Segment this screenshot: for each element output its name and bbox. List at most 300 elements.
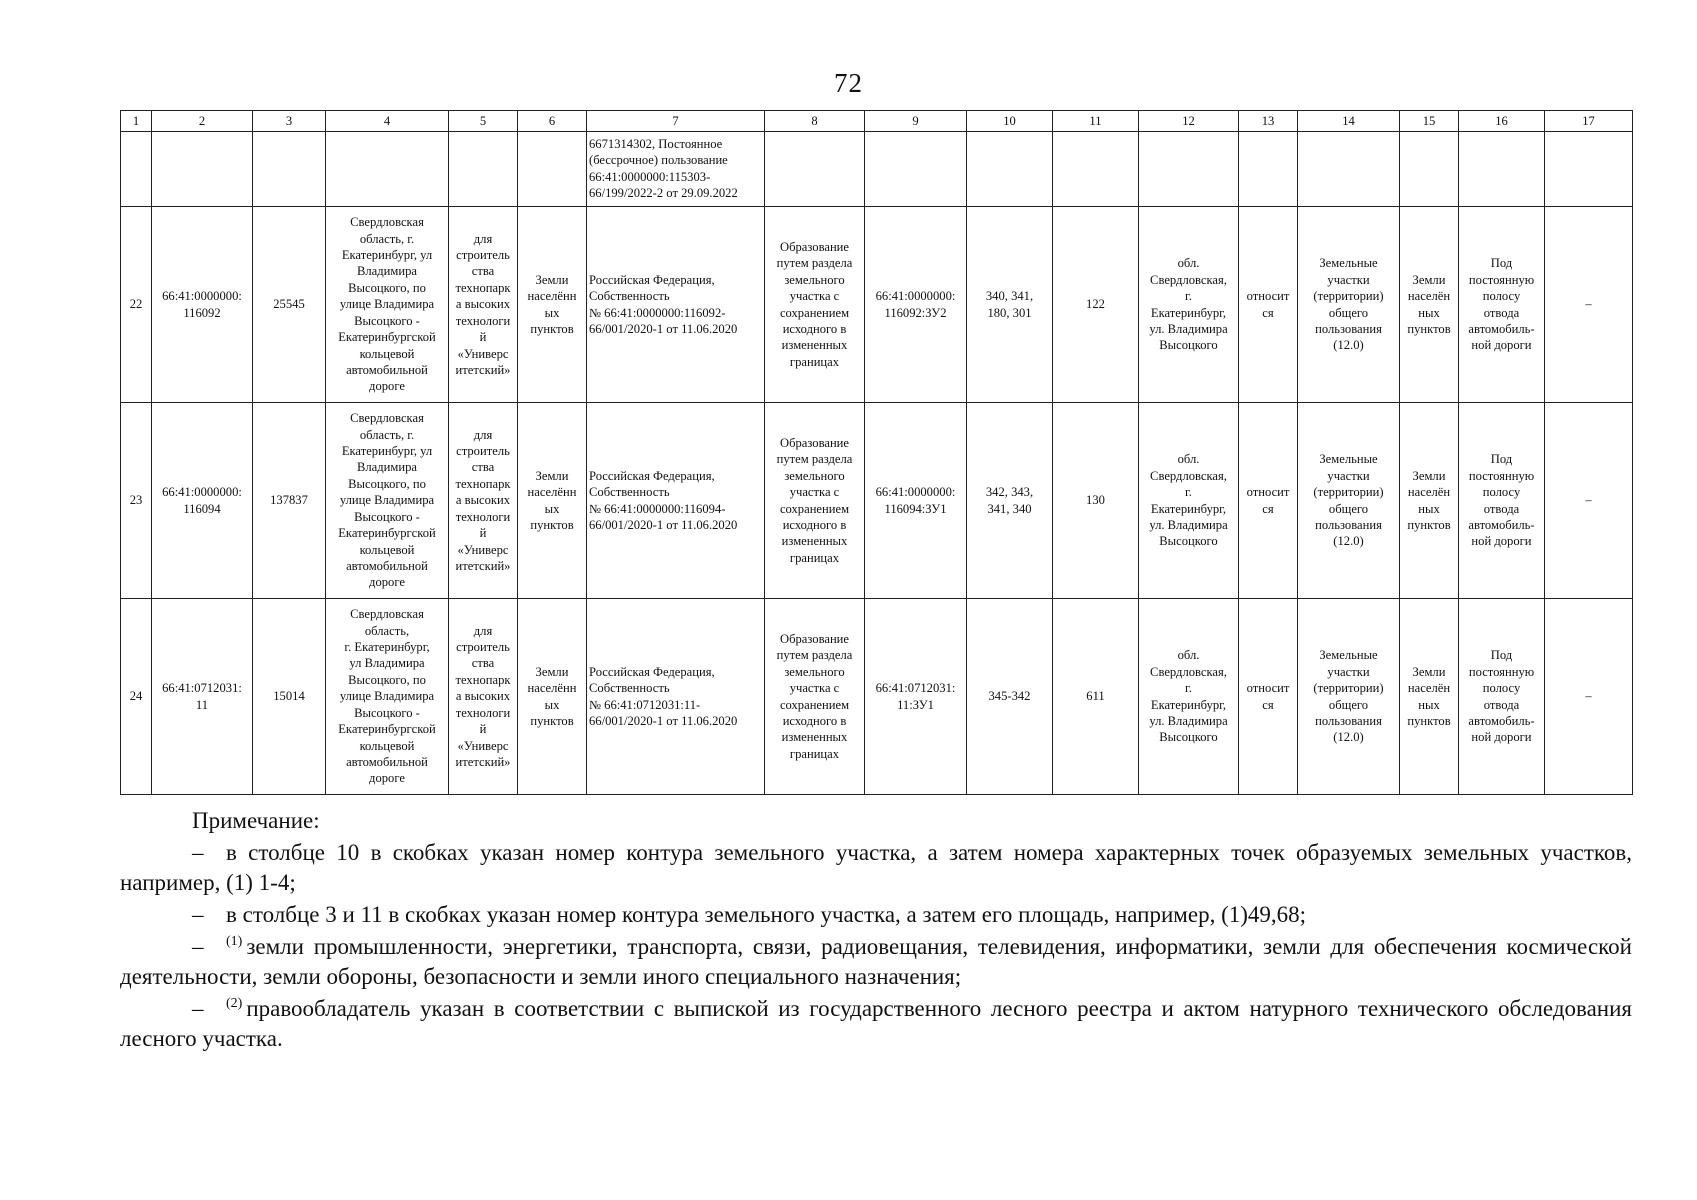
cell-line: Собственность [589,289,670,304]
cell-line: Образование [779,631,850,646]
table-cell [865,207,967,403]
table-cell: – [1545,403,1633,599]
table-cell [1239,599,1298,795]
cell-line: автомобиль- [1468,321,1535,336]
table-cell [967,599,1053,795]
table-cell [518,599,587,795]
cell-line: итетский» [455,558,511,573]
cell-line: кольцевой [359,346,415,361]
cell-line: ул Владимира [349,656,425,671]
table-cell [1239,403,1298,599]
cell-line: Земельные [1319,256,1378,271]
cell-line: 116092:ЗУ2 [884,305,947,320]
cell-line: сохранением [779,697,850,712]
cell-line: Екатеринбург, [1150,501,1227,516]
table-row [121,207,1633,403]
table-cell [865,132,967,207]
table-cell [449,207,518,403]
cell-line: 340, 341, [985,289,1034,304]
table-cell [152,132,253,207]
cell-line: й [479,722,487,737]
cell-line: ул. Владимира [1149,713,1228,728]
table-cell [1298,207,1400,403]
cell-line: а высоких [455,493,511,508]
table-cell: 22 [121,207,152,403]
cell-line: «Универс [457,542,509,557]
cell-line: ства [471,264,495,279]
cell-line: 66:41:0000000: [162,485,242,500]
cell-line: населён [1407,485,1451,500]
cell-line: Свердловская [350,411,424,426]
note-text: в столбце 3 и 11 в скобках указан номер контура земельного участка, а затем его площадь, например, (1)49,68; [226,902,1307,927]
cell-line: Образование [779,435,850,450]
table-cell: 137837 [253,403,326,599]
column-number-header: 13 [1239,111,1298,132]
table-cell [865,599,967,795]
cell-line: Собственность [589,681,670,696]
cell-line: участка с [789,485,840,500]
table-cell [967,403,1053,599]
cell-line: полосу [1482,289,1521,304]
cell-line: населённ [527,289,577,304]
cell-line: автомобильной [346,558,428,573]
note-dash: – [192,934,204,959]
cell-line: 66/001/2020-1 от 11.06.2020 [589,321,738,336]
table-cell: 122 [1053,207,1139,403]
table-cell [449,132,518,207]
note-footnote-mark: (2) [226,996,243,1011]
column-number-header: 4 [326,111,449,132]
cell-line: пунктов [530,321,574,336]
table-cell [1239,132,1298,207]
column-number-header: 3 [253,111,326,132]
cell-line: автомобиль- [1468,713,1535,728]
cell-line: участка с [789,681,840,696]
column-number-header: 14 [1298,111,1400,132]
column-number-header: 12 [1139,111,1239,132]
cell-line: ной дороги [1471,534,1532,549]
table-cell [253,132,326,207]
cell-line: границах [789,354,840,369]
cell-line: 341, 340 [987,501,1032,516]
cell-line: Земли [1412,468,1446,483]
cell-line: населён [1407,289,1451,304]
cell-line: обл. [1177,452,1200,467]
table-cell [765,403,865,599]
cell-line: Владимира [356,460,418,475]
cell-line: ых [544,305,560,320]
table-cell [1139,207,1239,403]
table-cell [587,207,765,403]
cell-line: улице Владимира [339,689,435,704]
cell-line: Земли [1412,664,1446,679]
cell-line: пунктов [530,713,574,728]
table-cell [1459,599,1545,795]
cell-line: земельного [784,272,845,287]
cell-line: дороге [369,771,405,786]
cell-line: № 66:41:0000000:116094- [589,501,726,516]
cell-line: г. [1185,485,1192,500]
cell-line: технологи [455,705,511,720]
table-cell [1298,132,1400,207]
cell-line: кольцевой [359,542,415,557]
cell-line: Образование [779,239,850,254]
table-header-row [121,111,1633,132]
cell-line: ул. Владимира [1149,517,1228,532]
cell-line: кольцевой [359,738,415,753]
cell-line: 66/199/2022-2 от 29.09.2022 [589,186,738,201]
cell-line: исходного в [782,713,847,728]
cell-line: населённ [527,485,577,500]
cell-line: отвода [1483,305,1520,320]
cell-line: № 66:41:0712031:11- [589,697,701,712]
cell-line: № 66:41:0000000:116092- [589,305,726,320]
cell-line: пользования [1315,713,1382,728]
cell-line: 66:41:0000000: [162,289,242,304]
cell-line: автомобильной [346,754,428,769]
note-text: земли промышленности, энергетики, транспорта, связи, радиовещания, телевидения, информатики, земли для обеспечения космической деятельности, земли обороны, безопасности и земли иного специального назначения; [120,934,1632,989]
cell-line: отвода [1483,501,1520,516]
cell-line: улице Владимира [339,297,435,312]
cell-line: ых [544,697,560,712]
cell-line: Под [1490,452,1513,467]
cell-line: Екатеринбургской [338,722,436,737]
cell-line: исходного в [782,321,847,336]
cell-line: ной дороги [1471,338,1532,353]
table-cell [1298,403,1400,599]
cell-line: измененных [781,338,848,353]
cell-line: Свердловская [350,607,424,622]
cell-line: ся [1262,697,1274,712]
cell-line: относит [1246,289,1290,304]
table-cell: 23 [121,403,152,599]
cell-line: полосу [1482,485,1521,500]
cell-line: Под [1490,256,1513,271]
cell-line: Екатеринбург, [1150,305,1227,320]
table-cell: 611 [1053,599,1139,795]
cell-line: 66/001/2020-1 от 11.06.2020 [589,517,738,532]
cell-line: улице Владимира [339,493,435,508]
cell-line: пунктов [1407,321,1451,336]
table-cell [518,403,587,599]
cell-line: 66:41:0000000:115303- [589,169,711,184]
table-cell: 130 [1053,403,1139,599]
cell-line: г. Екатеринбург, [344,640,430,655]
table-cell [865,403,967,599]
cell-line: 11:ЗУ1 [897,697,934,712]
cell-line: Земли [535,664,569,679]
cell-line: 11 [195,697,209,712]
cell-line: технопарк [455,280,511,295]
column-number-header: 10 [967,111,1053,132]
cell-line: относит [1246,681,1290,696]
cell-line: Высоцкого, по [348,280,426,295]
column-number-header: 9 [865,111,967,132]
table-cell [1239,207,1298,403]
cell-line: «Универс [457,738,509,753]
cell-line: измененных [781,730,848,745]
cell-line: строитель [456,248,510,263]
table-cell: 24 [121,599,152,795]
cell-line: 6671314302, Постоянное [589,137,723,151]
table-cell [1139,403,1239,599]
cell-line: 66:41:0712031: [162,681,242,696]
cell-line: автомобильной [346,362,428,377]
cell-line: Земли [535,468,569,483]
table-cell [449,403,518,599]
cell-line: пользования [1315,321,1382,336]
cell-line: Российская Федерация, [589,468,715,483]
cell-line: ства [471,656,495,671]
table-cell [765,207,865,403]
cell-line: полосу [1482,681,1521,696]
note-dash: – [192,902,204,927]
cell-line: Екатеринбург, [1150,697,1227,712]
column-number-header: 6 [518,111,587,132]
table-cell [1298,599,1400,795]
cell-line: Российская Федерация, [589,664,715,679]
table-cell [326,599,449,795]
table-cell [1139,599,1239,795]
cell-line: Земли [535,272,569,287]
cell-line: Екатеринбургской [338,526,436,541]
table-cell [152,207,253,403]
note-item [120,838,1632,898]
note-text: правообладатель указан в соответствии с выпиской из государственного лесного реестра и актом натурного технического обследования лесного участка. [120,996,1632,1051]
column-number-header: 5 [449,111,518,132]
cell-line: относит [1246,485,1290,500]
cell-line: обл. [1177,648,1200,663]
cell-line: участки [1327,664,1370,679]
cell-line: для [473,231,493,246]
cell-line: ных [1418,501,1440,516]
note-dash: – [192,840,204,865]
column-number-header: 11 [1053,111,1139,132]
column-number-header: 8 [765,111,865,132]
cell-line: 66:41:0000000: [875,485,956,500]
cell-line: технопарк [455,672,511,687]
cell-line: пунктов [530,517,574,532]
column-number-header: 2 [152,111,253,132]
cell-line: земельного [784,664,845,679]
cell-line: участка с [789,289,840,304]
cell-line: дороге [369,379,405,394]
table-cell [967,207,1053,403]
cell-line: ся [1262,501,1274,516]
cell-line: ся [1262,305,1274,320]
cell-line: Высоцкого [1159,730,1218,745]
cell-line: й [479,526,487,541]
cell-line: (территории) [1313,485,1384,500]
cell-line: общего [1328,305,1369,320]
cell-line: сохранением [779,501,850,516]
cell-line: 66:41:0000000: [875,289,956,304]
cell-line: путем раздела [776,648,853,663]
cell-line: пользования [1315,517,1382,532]
cell-line: земельного [784,468,845,483]
table-cell [1400,132,1459,207]
note-text: в столбце 10 в скобках указан номер контура земельного участка, а затем номера характерных точек образуемых земельных участков, например, (1) 1-4; [120,840,1632,895]
table-cell [1053,132,1139,207]
table-cell [449,599,518,795]
cell-line: 116092 [183,305,221,320]
table-cell [587,599,765,795]
cell-line: постоянную [1468,468,1535,483]
cell-line: строитель [456,444,510,459]
note-item [120,900,1632,930]
cell-line: участки [1327,468,1370,483]
land-plots-table [120,110,1633,795]
cell-line: для [473,427,493,442]
cell-line: общего [1328,501,1369,516]
cell-line: ных [1418,305,1440,320]
cell-line: Высоцкого, по [348,476,426,491]
cell-line: итетский» [455,362,511,377]
cell-line: а высоких [455,689,511,704]
cell-line: г. [1185,289,1192,304]
cell-line: Свердловская, [1150,272,1227,287]
cell-line: технологи [455,509,511,524]
cell-line: 66:41:0712031: [875,681,956,696]
cell-line: технологи [455,313,511,328]
cell-line: ых [544,501,560,516]
cell-line: Высоцкого [1159,338,1218,353]
cell-line: автомобиль- [1468,517,1535,532]
cell-line: Собственность [589,485,670,500]
cell-line: населён [1407,681,1451,696]
column-number-header: 7 [587,111,765,132]
table-cell [587,132,765,207]
table-cell [1400,207,1459,403]
cell-line: Высоцкого - [354,313,420,328]
cell-line: Высоцкого [1159,534,1218,549]
cell-line: общего [1328,697,1369,712]
table-cell [326,403,449,599]
note-item [120,994,1632,1054]
cell-line: Высоцкого - [354,705,420,720]
cell-line: Высоцкого, по [348,672,426,687]
cell-line: участки [1327,272,1370,287]
continuation-row [121,132,1633,207]
cell-line: дороге [369,575,405,590]
cell-line: 116094 [183,501,221,516]
cell-line: Высоцкого - [354,509,420,524]
table-cell [121,132,152,207]
table-cell [518,132,587,207]
cell-line: Земли [1412,272,1446,287]
cell-line: постоянную [1468,664,1535,679]
cell-line: пунктов [1407,517,1451,532]
cell-line: измененных [781,534,848,549]
table-cell [587,403,765,599]
cell-line: Екатеринбург, ул [341,444,433,459]
cell-line: пунктов [1407,713,1451,728]
cell-line: 66/001/2020-1 от 11.06.2020 [589,713,738,728]
cell-line: (бессрочное) пользование [589,153,728,168]
cell-line: населённ [527,681,577,696]
note-footnote-mark: (1) [226,934,243,949]
cell-line: Свердловская, [1150,468,1227,483]
table-cell [152,403,253,599]
cell-line: 342, 343, [985,485,1034,500]
cell-line: путем раздела [776,256,853,271]
table-row [121,403,1633,599]
cell-line: Земельные [1319,648,1378,663]
cell-line: «Универс [457,346,509,361]
table-cell: 25545 [253,207,326,403]
cell-line: Свердловская [350,215,424,230]
cell-line: й [479,330,487,345]
cell-line: обл. [1177,256,1200,271]
cell-line: строитель [456,640,510,655]
cell-line: постоянную [1468,272,1535,287]
cell-line: (территории) [1313,681,1384,696]
cell-line: Екатеринбургской [338,330,436,345]
cell-line: ства [471,460,495,475]
table-cell [765,132,865,207]
column-number-header: 1 [121,111,152,132]
table-cell [1139,132,1239,207]
cell-line: г. [1185,681,1192,696]
table-cell [967,132,1053,207]
cell-line: границах [789,550,840,565]
cell-line: границах [789,746,840,761]
cell-line: 116094:ЗУ1 [884,501,947,516]
cell-line: Российская Федерация, [589,272,715,287]
cell-line: путем раздела [776,452,853,467]
table-cell [1545,132,1633,207]
cell-line: ных [1418,697,1440,712]
column-number-header: 17 [1545,111,1633,132]
cell-line: область, [364,623,410,638]
cell-line: Екатеринбург, ул [341,248,433,263]
note-dash: – [192,996,204,1021]
table-cell [326,207,449,403]
table-row [121,599,1633,795]
cell-line: отвода [1483,697,1520,712]
cell-line: (12.0) [1333,338,1364,353]
column-number-header: 15 [1400,111,1459,132]
cell-line: исходного в [782,517,847,532]
cell-line: Земельные [1319,452,1378,467]
cell-line: (12.0) [1333,534,1364,549]
cell-line: а высоких [455,297,511,312]
table-cell: – [1545,599,1633,795]
cell-line: ной дороги [1471,730,1532,745]
column-number-header: 16 [1459,111,1545,132]
table-cell [1400,403,1459,599]
cell-line: область, г. [359,231,415,246]
note-item [120,932,1632,992]
table-cell: 15014 [253,599,326,795]
table-cell [1459,403,1545,599]
cell-line: 345-342 [988,689,1031,704]
page-number: 72 [834,68,863,98]
cell-line: (12.0) [1333,730,1364,745]
table-cell [1459,207,1545,403]
cell-line: технопарк [455,476,511,491]
cell-line: область, г. [359,427,415,442]
cell-line: Под [1490,648,1513,663]
table-cell [1459,132,1545,207]
table-cell [326,132,449,207]
table-cell [765,599,865,795]
cell-line: ул. Владимира [1149,321,1228,336]
table-cell [152,599,253,795]
table-cell [1400,599,1459,795]
notes-title: Примечание: [192,808,320,833]
cell-line: 180, 301 [987,305,1032,320]
